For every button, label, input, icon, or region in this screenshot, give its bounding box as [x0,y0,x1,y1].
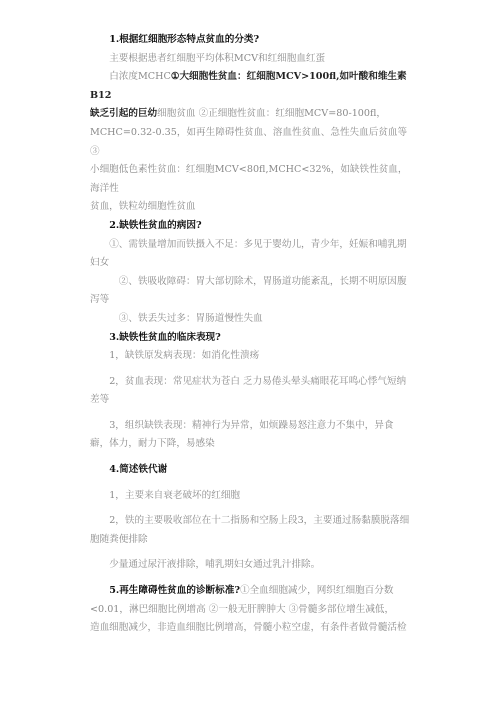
q3-paragraph-1: 1，缺铁原发病表现：如消化性溃疡 [109,350,260,362]
q2-paragraph-1: ①、需铁量增加而铁摄入不足：多见于婴幼儿，青少年，妊娠和哺乳期妇女 [90,238,407,269]
q1-line-5: 小细胞低色素性贫血：红细胞MCV<80fl,MCHC<32%，如缺铁性贫血，海洋性 [90,164,408,194]
q3-paragraph-3: 3，组织缺铁表现：精神行为异常，如烦躁易怒注意力不集中，异食癖，体力，耐力下降，易感染 [90,419,394,450]
q2-paragraph-3: ③、铁丢失过多：胃肠道慢性失血 [118,312,263,324]
q1-line-1: 主要根据患者红细胞平均体积MCV和红细胞血红蛋 [109,52,326,64]
q3-paragraph-2: 2，贫血表现：常见症状为苍白 乏力易倦头晕头痛眼花耳鸣心悸气短纳差等 [90,375,407,406]
q1-line-2b: ①大细胞性贫血：红细胞MCV>100fl,如叶酸和维生素B12 [90,71,407,101]
q1-line-3 [90,105,412,124]
question-5 [90,582,412,601]
question-3-title: 3.缺铁性贫血的临床表现? [109,331,221,343]
q4-paragraph-3: 少量通过尿汗液排除，哺乳期妇女通过乳汁排除。 [109,559,321,571]
q5-line-3: 造血细胞减少，非造血细胞比例增高，骨髓小粒空虚，有条件者做骨髓活检 [90,622,407,634]
q1-line-3a: 缺乏引起的巨幼 [90,108,158,120]
q4-paragraph-1: 1，主要来自衰老破坏的红细胞 [109,489,241,501]
q1-line-4: MCHC=0.32-0.35，如再生障碍性贫血、溶血性贫血、急性失血后贫血等 ③ [90,126,408,157]
q2-paragraph-2: ②、铁吸收障碍：胃大部切除术，胃肠道功能紊乱，长期不明原因腹泻等 [90,275,407,306]
q1-line-2 [90,68,412,105]
question-1-title: 1.根据红细胞形态特点贫血的分类? [109,34,260,45]
q5-line-1: ①全血细胞减少，网织红细胞百分数 [239,585,394,597]
q5-line-2: <0.01，淋巴细胞比例增高 ②一般无肝脾肿大 ③骨髓多部位增生减低， [90,603,395,615]
q4-paragraph-2: 2，铁的主要吸收部位在十二指肠和空肠上段3，主要通过肠黏膜脱落细胞随粪便排除 [90,515,410,545]
document-body [90,31,412,638]
q1-line-3b: 细胞贫血 ②正细胞性贫血：红细胞MCV=80-100fl， [157,108,386,120]
question-5-title: 5.再生障碍性贫血的诊断标准? [109,585,240,597]
question-2-title: 2.缺铁性贫血的病因? [109,219,202,231]
q1-line-2a: 白浓度MCHC [109,71,171,83]
q1-line-6: 贫血，铁粒幼细胞性贫血 [90,201,196,213]
question-4-title: 4.简述铁代谢 [109,464,168,476]
